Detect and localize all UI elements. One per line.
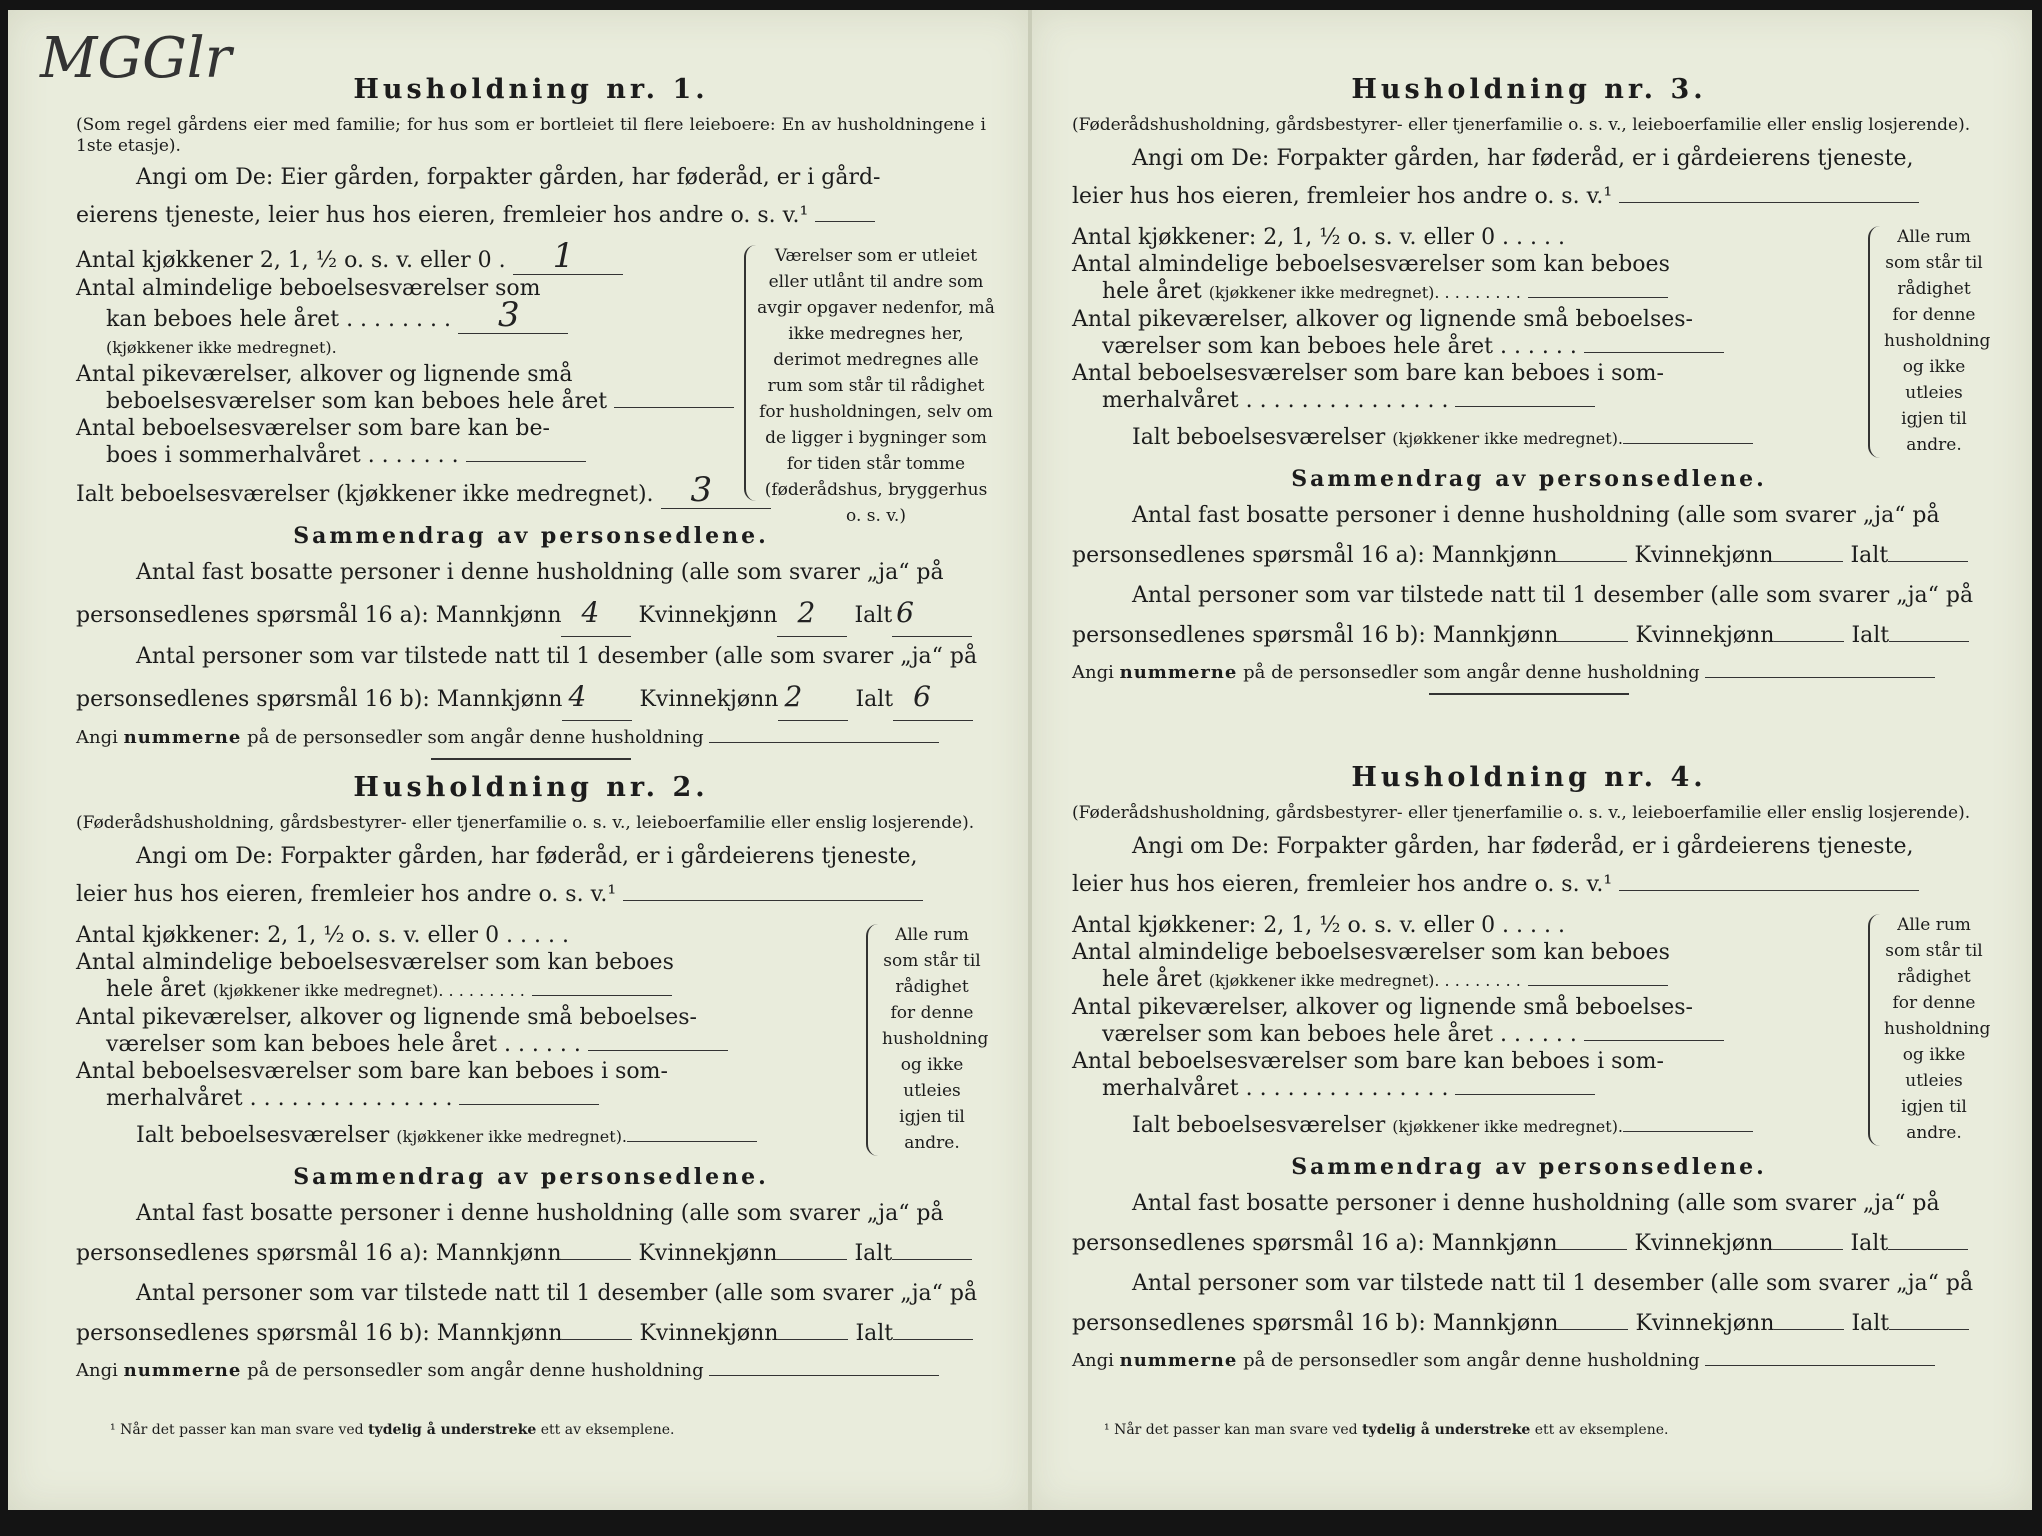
h4-summer-row-b: merhalvåret . . . . . . . . . . . . . . .: [1072, 1075, 1986, 1102]
h3-total-row: Ialt beboelsesværelser (kjøkkener ikke medregnet).: [1072, 424, 1986, 452]
h1-b-male: 4: [568, 680, 587, 713]
household-1-rooms: [76, 236, 995, 526]
h1-summer-row: Antal beboelsesværelser som bare kan be-: [76, 416, 550, 441]
household-1-angi-a: Angi om De: Eier gården, forpakter gården, har føderåd, er i gård-: [136, 165, 881, 190]
h4-angi-nummerne: Angi nummerne på de personsedler som angår denne husholdning: [1072, 1350, 1986, 1371]
household-4-angi-a: Angi om De: Forpakter gården, har føderåd, er i gårdeierens tjeneste,: [1132, 834, 1914, 859]
household-2-angi-a: Angi om De: Forpakter gården, har føderåd, er i gårdeierens tjeneste,: [136, 844, 918, 869]
h2-p1b: personsedlenes spørsmål 16 a): Mannkjønn Kvinnekjønn Ialt: [76, 1234, 986, 1274]
h4-p1a: Antal fast bosatte personer i denne husholdning (alle som svarer „ja“ på: [1132, 1191, 1940, 1216]
h2-small-rooms-row: Antal pikeværelser, alkover og lignende små beboelses-: [76, 1005, 697, 1030]
h1-summary-title: Sammendrag av personsedlene.: [293, 523, 769, 549]
household-3: [1072, 74, 1991, 695]
h1-small-rooms-row: Antal pikeværelser, alkover og lignende små: [76, 362, 573, 387]
household-1-title: Husholdning nr. 1.: [353, 74, 709, 105]
h2-total-row: Ialt beboelsesværelser (kjøkkener ikke medregnet).: [76, 1122, 986, 1150]
h1-rooms-row: Antal almindelige beboelsesværelser som: [76, 276, 541, 301]
h3-angi-nummerne: Angi nummerne på de personsedler som angår denne husholdning: [1072, 662, 1986, 683]
household-2: [76, 772, 989, 1381]
household-2-note: (Føderådshusholdning, gårdsbestyrer- eller tjenerfamilie o. s. v., leieboerfamilie eller enslig losjerende).: [76, 813, 975, 833]
household-1: [76, 74, 995, 760]
h3-p2a: Antal personer som var tilstede natt til 1 desember (alle som svarer „ja“ på: [1132, 583, 1974, 608]
household-1-note: (Som regel gårdens eier med familie; for hus som er bortleiet til flere leieboere: En av husholdningene i 1ste etasje).: [76, 115, 986, 156]
h1-p1b: personsedlenes spørsmål 16 a): Mannkjønn 4 Kvinnekjønn 2 Ialt 6: [76, 593, 986, 637]
h3-summary-title: Sammendrag av personsedlene.: [1291, 466, 1767, 492]
h4-summer-row: Antal beboelsesværelser som bare kan beboes i som-: [1072, 1049, 1664, 1074]
h4-total-row: Ialt beboelsesværelser (kjøkkener ikke medregnet).: [1072, 1112, 1986, 1140]
h3-p1b: personsedlenes spørsmål 16 a): Mannkjønn Kvinnekjønn Ialt: [1072, 536, 1986, 576]
h1-b-female: 2: [784, 680, 803, 713]
h2-p2b: personsedlenes spørsmål 16 b): Mannkjønn Kvinnekjønn Ialt: [76, 1314, 986, 1354]
h4-rooms-row: Antal almindelige beboelsesværelser som kan beboes: [1072, 940, 1670, 965]
household-4-angi-b: leier hus hos eieren, fremleier hos andre o. s. v.¹: [1072, 866, 1986, 904]
h4-p2b: personsedlenes spørsmål 16 b): Mannkjønn Kvinnekjønn Ialt: [1072, 1304, 1986, 1344]
h1-angi-nummerne: Angi nummerne på de personsedler som angår denne husholdning: [76, 727, 986, 748]
h2-side-note: Alle rum som står til rådighet for denne husholdning og ikke utleies igjen til andre.: [882, 925, 989, 1153]
h2-small-rooms-row-b: værelser som kan beboes hele året . . . . . .: [76, 1031, 986, 1058]
household-2-angi-b: leier hus hos eieren, fremleier hos andre o. s. v.¹: [76, 876, 986, 914]
h2-summary-title: Sammendrag av personsedlene.: [293, 1164, 769, 1190]
household-4-note: (Føderådshusholdning, gårdsbestyrer- eller tjenerfamilie o. s. v., leieboerfamilie eller enslig losjerende).: [1072, 803, 1971, 823]
h3-kitchens-row: Antal kjøkkener: 2, 1, ½ o. s. v. eller 0 . . . . .: [1072, 225, 1565, 250]
h3-side-note: Alle rum som står til rådighet for denne husholdning og ikke utleies igjen til andre.: [1884, 227, 1991, 455]
h1-summer-row-b: boes i sommerhalvåret . . . . . . .: [76, 442, 986, 469]
h3-small-rooms-row-b: værelser som kan beboes hele året . . . . . .: [1072, 333, 1986, 360]
h3-small-rooms-row: Antal pikeværelser, alkover og lignende små beboelses-: [1072, 307, 1693, 332]
h3-rooms-row-b: hele året (kjøkkener ikke medregnet). . . . . . . . .: [1072, 278, 1986, 306]
h3-summer-row: Antal beboelsesværelser som bare kan beboes i som-: [1072, 361, 1664, 386]
household-4: [1072, 762, 1991, 1371]
h1-b-total: 6: [913, 680, 931, 713]
h3-p2b: personsedlenes spørsmål 16 b): Mannkjønn Kvinnekjønn Ialt: [1072, 616, 1986, 656]
h2-angi-nummerne: Angi nummerne på de personsedler som angår denne husholdning: [76, 1360, 986, 1381]
h2-summer-row: Antal beboelsesværelser som bare kan beboes i som-: [76, 1059, 668, 1084]
household-2-title: Husholdning nr. 2.: [353, 772, 709, 803]
left-footnote: ¹ Når det passer kan man svare ved tydelig å understreke ett av eksemplene.: [110, 1422, 675, 1438]
h3-p1a: Antal fast bosatte personer i denne husholdning (alle som svarer „ja“ på: [1132, 503, 1940, 528]
h2-p2a: Antal personer som var tilstede natt til 1 desember (alle som svarer „ja“ på: [136, 1281, 978, 1306]
h1-p1a: Antal fast bosatte personer i denne husholdning (alle som svarer „ja“ på: [136, 560, 944, 585]
h4-small-rooms-row-b: værelser som kan beboes hele året . . . . . .: [1072, 1021, 1986, 1048]
h2-summer-row-b: merhalvåret . . . . . . . . . . . . . . .: [76, 1085, 986, 1112]
h4-p1b: personsedlenes spørsmål 16 a): Mannkjønn Kvinnekjønn Ialt: [1072, 1224, 1986, 1264]
h1-total-row: Ialt beboelsesværelser (kjøkkener ikke medregnet). 3: [76, 477, 986, 509]
household-3-rooms: [1072, 224, 1991, 455]
household-3-angi-a: Angi om De: Forpakter gården, har føderåd, er i gårdeierens tjeneste,: [1132, 146, 1914, 171]
h1-p2b: personsedlenes spørsmål 16 b): Mannkjønn 4 Kvinnekjønn 2 Ialt 6: [76, 677, 986, 721]
h2-brace: [866, 924, 878, 1156]
h1-kitchens-row: Antal kjøkkener 2, 1, ½ o. s. v. eller 0 . 1: [76, 243, 986, 275]
h2-rooms-row: Antal almindelige beboelsesværelser som kan beboes: [76, 950, 674, 975]
h1-total-value: 3: [690, 470, 713, 510]
h1-rooms-value: 3: [497, 295, 520, 335]
h4-rooms-row-b: hele året (kjøkkener ikke medregnet). . . . . . . . .: [1072, 966, 1986, 994]
h4-small-rooms-row: Antal pikeværelser, alkover og lignende små beboelses-: [1072, 995, 1693, 1020]
h3-summer-row-b: merhalvåret . . . . . . . . . . . . . . .: [1072, 387, 1986, 414]
h4-kitchens-row: Antal kjøkkener: 2, 1, ½ o. s. v. eller 0 . . . . .: [1072, 913, 1565, 938]
h1-side-note: Værelser som er utleiet eller utlånt til andre som avgir opgaver nedenfor, må ikke medregnes her, derimot medregnes alle rum som står til rådighet for husholdningen, selv om de ligger i bygninger som for tiden står tomme (føderådshus, bryggerhus o. s. v.): [757, 246, 995, 526]
h3-brace: [1868, 226, 1880, 458]
h3-separator: [1429, 693, 1629, 695]
h2-p1a: Antal fast bosatte personer i denne husholdning (alle som svarer „ja“ på: [136, 1201, 944, 1226]
household-3-note: (Føderådshusholdning, gårdsbestyrer- eller tjenerfamilie o. s. v., leieboerfamilie eller enslig losjerende).: [1072, 115, 1971, 135]
h3-rooms-row: Antal almindelige beboelsesværelser som kan beboes: [1072, 252, 1670, 277]
h4-summary-title: Sammendrag av personsedlene.: [1291, 1154, 1767, 1180]
household-4-rooms: [1072, 912, 1991, 1143]
right-footnote: ¹ Når det passer kan man svare ved tydelig å understreke ett av eksemplene.: [1104, 1422, 1669, 1438]
h1-a-female: 2: [797, 596, 816, 629]
household-3-title: Husholdning nr. 3.: [1351, 74, 1707, 105]
h4-brace: [1868, 914, 1880, 1146]
h2-rooms-row-b: hele året (kjøkkener ikke medregnet). . . . . . . . .: [76, 976, 986, 1004]
h1-small-rooms-row-b: beboelsesværelser som kan beboes hele året: [76, 388, 986, 415]
h1-rooms-row-c: (kjøkkener ikke medregnet).: [106, 338, 337, 357]
margin-handwritten-note: MGGlr: [40, 26, 232, 91]
h1-kitchens-value: 1: [552, 236, 575, 276]
h1-brace: [744, 245, 756, 501]
household-3-angi-b: leier hus hos eieren, fremleier hos andre o. s. v.¹: [1072, 178, 1986, 216]
household-2-rooms: [76, 922, 989, 1153]
h1-rooms-row-b: kan beboes hele året . . . . . . . . 3: [76, 302, 986, 334]
page-fold: [1028, 10, 1032, 1510]
h1-a-total: 6: [896, 596, 914, 629]
h2-kitchens-row: Antal kjøkkener: 2, 1, ½ o. s. v. eller 0 . . . . .: [76, 923, 569, 948]
h4-side-note: Alle rum som står til rådighet for denne husholdning og ikke utleies igjen til andre.: [1884, 915, 1991, 1143]
household-4-title: Husholdning nr. 4.: [1351, 762, 1707, 793]
h1-p2a: Antal personer som var tilstede natt til 1 desember (alle som svarer „ja“ på: [136, 644, 978, 669]
h1-a-male: 4: [581, 596, 600, 629]
h4-p2a: Antal personer som var tilstede natt til 1 desember (alle som svarer „ja“ på: [1132, 1271, 1974, 1296]
household-1-angi-b: eierens tjeneste, leier hus hos eieren, fremleier hos andre o. s. v.¹: [76, 197, 986, 235]
h1-separator: [431, 758, 631, 760]
